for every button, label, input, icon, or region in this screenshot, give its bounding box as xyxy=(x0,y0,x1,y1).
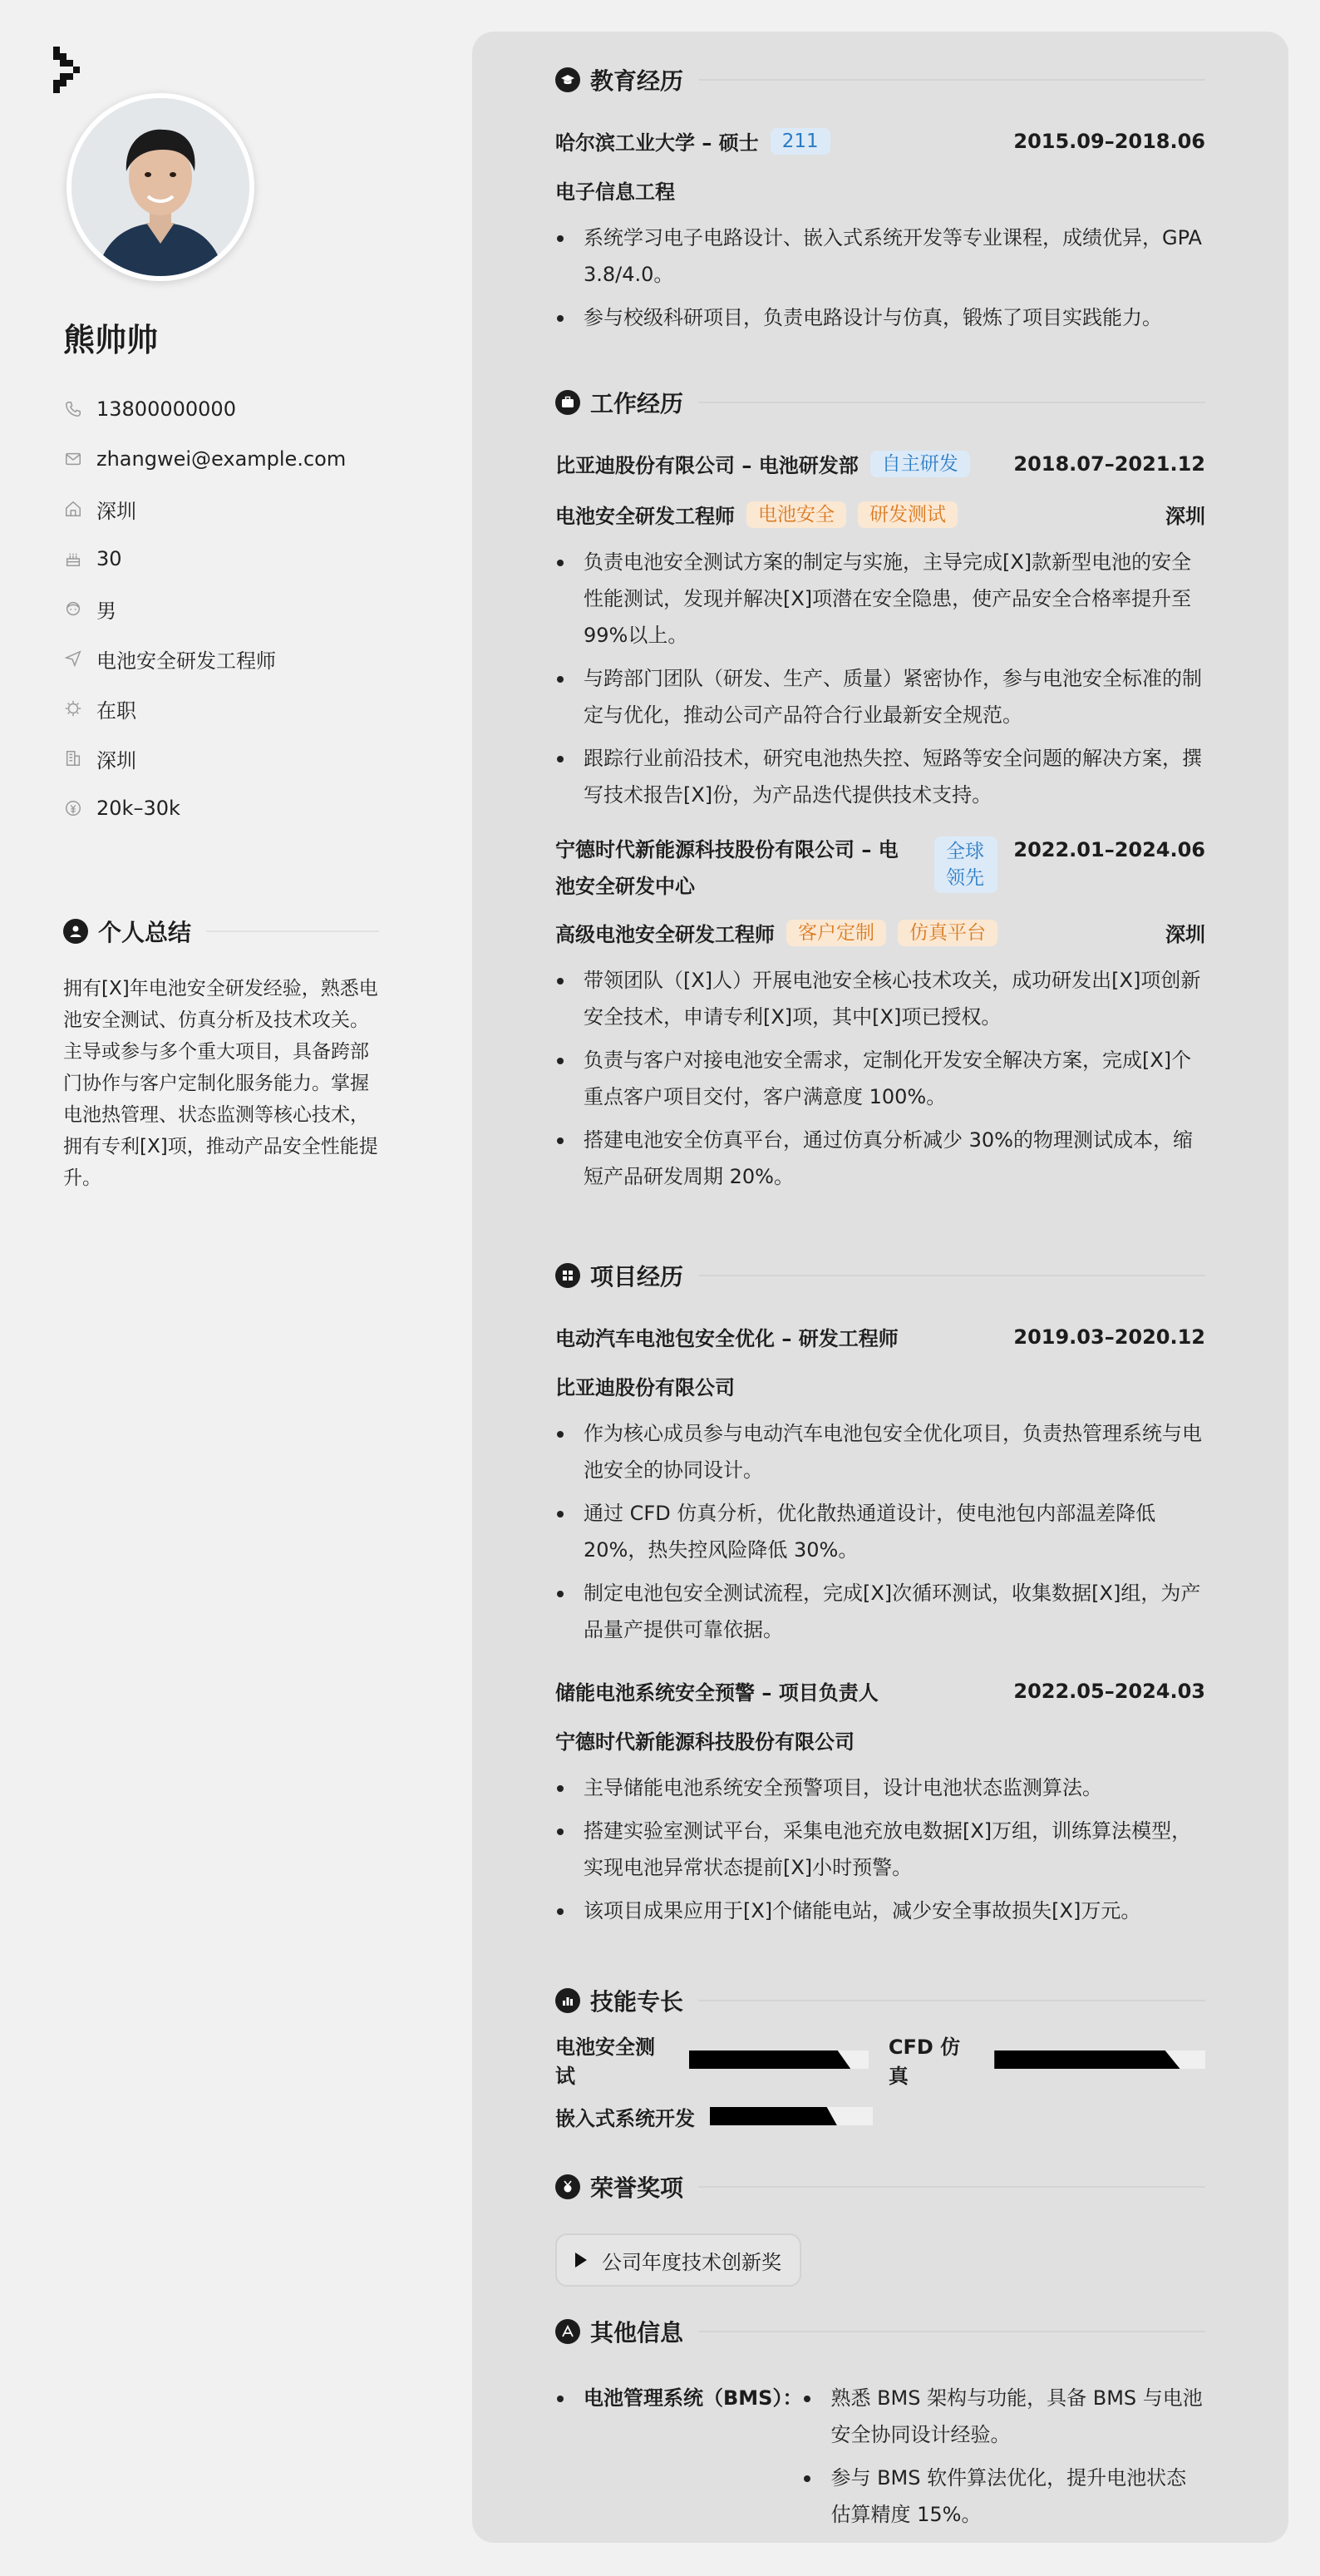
work-city-text: 深圳 xyxy=(96,748,136,772)
info-status xyxy=(63,683,346,733)
project-name: 电动汽车电池包安全优化 – 研发工程师 xyxy=(555,1327,899,1350)
list-item: 搭建电池安全仿真平台，通过仿真分析减少 30%的物理测试成本，缩短产品研发周期 20%。 xyxy=(555,1122,1205,1195)
salary-icon xyxy=(63,798,83,818)
list-item: 制定电池包安全测试流程，完成[X]次循环测试，收集数据[X]组，为产品量产提供可靠依据。 xyxy=(555,1575,1205,1648)
list-item: 带领团队（[X]人）开展电池安全核心技术攻关，成功研发出[X]项创新安全技术，申请专利[X]项，其中[X]项已授权。 xyxy=(555,962,1205,1035)
divider xyxy=(698,402,1205,403)
divider xyxy=(698,79,1205,81)
gender-icon xyxy=(63,599,83,619)
summary-text: 拥有[X]年电池安全研发经验，熟悉电池安全测试、仿真分析及技术攻关。主导或参与多个重大项目，具备跨部门协作与客户定制化服务能力。掌握电池热管理、状态监测等核心技术，拥有专利[X]项，推动产品安全性能提升。 xyxy=(63,978,378,1189)
list-item: 负责电池安全测试方案的制定与实施，主导完成[X]款新型电池的安全性能测试，发现并解决[X]项潜在安全隐患，使产品安全合格率提升至99%以上。 xyxy=(555,544,1205,654)
project-name: 储能电池系统安全预警 – 项目负责人 xyxy=(555,1681,879,1705)
education-section xyxy=(555,62,1205,343)
list-item: 通过 CFD 仿真分析，优化散热通道设计，使电池包内部温差降低 20%，热失控风险降低 30%。 xyxy=(555,1495,1205,1568)
company-tag: 全球领先 xyxy=(934,836,997,893)
info-work-city xyxy=(63,733,346,783)
grid-icon xyxy=(555,1263,580,1288)
skill-bar-fill xyxy=(994,2050,1180,2069)
bar-chart-icon xyxy=(555,1988,580,2013)
user-icon xyxy=(63,919,88,944)
divider xyxy=(698,1275,1205,1276)
role-tag: 研发测试 xyxy=(858,501,958,528)
skill-name: 嵌入式系统开发 xyxy=(555,2106,695,2130)
info-city xyxy=(63,484,346,534)
job-bullets xyxy=(555,544,1205,813)
award-item[interactable] xyxy=(555,2233,801,2287)
job-location: 深圳 xyxy=(1165,923,1205,946)
candidate-name: 熊帅帅 xyxy=(63,322,159,358)
awards-title: 荣誉奖项 xyxy=(590,2174,684,2202)
projects-heading xyxy=(555,1257,1205,1294)
job-date: 2022.01–2024.06 xyxy=(1013,838,1205,861)
info-gender xyxy=(63,584,346,634)
skills-title: 技能专长 xyxy=(590,1988,684,2016)
portrait-image xyxy=(71,98,249,276)
other-heading xyxy=(555,2313,1205,2350)
job-role: 高级电池安全研发工程师 xyxy=(555,923,775,946)
position-text: 电池安全研发工程师 xyxy=(96,649,276,673)
project-bullets xyxy=(555,1769,1205,1929)
divider xyxy=(206,930,379,932)
education-date: 2015.09–2018.06 xyxy=(1013,129,1205,153)
other-item xyxy=(555,2380,1205,2539)
project-bullets xyxy=(555,1415,1205,1648)
list-item: 参与校级科研项目，负责电路设计与仿真，锻炼了项目实践能力。 xyxy=(555,299,1205,336)
project-date: 2019.03–2020.12 xyxy=(1013,1325,1205,1349)
skill-bar xyxy=(994,2050,1205,2069)
role-tag: 电池安全 xyxy=(746,501,846,528)
divider xyxy=(698,2000,1205,2001)
other-section xyxy=(555,2313,1205,2539)
skill-name: CFD 仿真 xyxy=(888,2036,961,2088)
send-icon xyxy=(63,649,83,669)
job-entry xyxy=(555,449,1205,813)
skills-heading xyxy=(555,1982,1205,2019)
medal-icon xyxy=(555,2174,580,2199)
status-icon xyxy=(63,698,83,718)
project-company: 宁德时代新能源科技股份有限公司 xyxy=(555,1730,855,1754)
divider xyxy=(698,2331,1205,2332)
phone-icon xyxy=(63,399,83,419)
job-role: 电池安全研发工程师 xyxy=(555,505,735,528)
home-icon xyxy=(63,499,83,519)
sidebar xyxy=(0,0,449,2576)
education-row xyxy=(555,126,1205,155)
list-item: 跟踪行业前沿技术，研究电池热失控、短路等安全问题的解决方案，撰写技术报告[X]份，为产品迭代提供技术支持。 xyxy=(555,740,1205,813)
awards-heading xyxy=(555,2169,1205,2205)
school-name: 哈尔滨工业大学 – 硕士 xyxy=(555,131,759,155)
list-item: 搭建实验室测试平台，采集电池充放电数据[X]万组，训练算法模型，实现电池异常状态提前[X]小时预警。 xyxy=(555,1813,1205,1886)
cake-icon xyxy=(63,549,83,569)
skill-name: 电池安全测试 xyxy=(555,2036,655,2088)
work-title: 工作经历 xyxy=(590,390,684,417)
other-label: 电池管理系统（BMS）： xyxy=(555,2380,802,2539)
summary-heading xyxy=(63,915,379,948)
info-target-position xyxy=(63,634,346,683)
major: 电子信息工程 xyxy=(555,180,675,204)
projects-title: 项目经历 xyxy=(590,1263,684,1290)
skill-item xyxy=(888,2036,1205,2088)
education-bullets xyxy=(555,220,1205,336)
briefcase-icon xyxy=(555,390,580,415)
person-info-icon xyxy=(555,2319,580,2344)
divider xyxy=(698,2186,1205,2188)
info-age xyxy=(63,534,346,584)
skill-bar-fill xyxy=(710,2107,837,2125)
skill-bar-fill xyxy=(689,2050,851,2069)
company-name: 比亚迪股份有限公司 – 电池研发部 xyxy=(555,454,859,477)
company-tag: 自主研发 xyxy=(870,451,970,477)
role-tag: 客户定制 xyxy=(786,920,886,946)
phone-text: 13800000000 xyxy=(96,397,236,421)
contact-info-list xyxy=(63,384,346,833)
info-phone xyxy=(63,384,346,434)
skill-item xyxy=(555,2036,869,2088)
status-text: 在职 xyxy=(96,698,136,723)
logo-icon xyxy=(53,47,86,100)
list-item: 系统学习电子电路设计、嵌入式系统开发等专业课程，成绩优异，GPA 3.8/4.0。 xyxy=(555,220,1205,293)
list-item: 该项目成果应用于[X]个储能电站，减少安全事故损失[X]万元。 xyxy=(555,1893,1205,1929)
avatar xyxy=(66,93,254,281)
project-entry xyxy=(555,1676,1205,1929)
other-title: 其他信息 xyxy=(590,2319,684,2347)
role-tag: 仿真平台 xyxy=(898,920,997,946)
projects-section xyxy=(555,1257,1205,1936)
job-location: 深圳 xyxy=(1165,505,1205,528)
list-item: 参与 BMS 软件算法优化，提升电池状态估算精度 15%。 xyxy=(802,2460,1205,2533)
job-bullets xyxy=(555,962,1205,1195)
play-icon xyxy=(575,2253,587,2268)
skill-bar xyxy=(689,2050,869,2069)
city-text: 深圳 xyxy=(96,499,136,523)
salary-text: 20k–30k xyxy=(96,797,180,820)
list-item: 熟悉 BMS 架构与功能，具备 BMS 与电池安全协同设计经验。 xyxy=(802,2380,1205,2453)
summary-title: 个人总结 xyxy=(98,919,192,946)
work-heading xyxy=(555,384,1205,421)
job-entry xyxy=(555,832,1205,1195)
age-text: 30 xyxy=(96,547,122,570)
company-name: 宁德时代新能源科技股份有限公司 – 电池安全研发中心 xyxy=(555,838,899,898)
other-bullets xyxy=(802,2380,1205,2539)
skills-section xyxy=(555,1982,1205,2159)
work-section xyxy=(555,384,1205,1202)
mail-icon xyxy=(63,449,83,469)
info-salary xyxy=(63,783,346,833)
main-panel xyxy=(472,32,1288,2543)
awards-section xyxy=(555,2169,1205,2287)
email-text: zhangwei@example.com xyxy=(96,447,347,471)
skill-item xyxy=(555,2102,1205,2130)
building-icon xyxy=(63,748,83,768)
award-name: 公司年度技术创新奖 xyxy=(602,2250,781,2274)
project-date: 2022.05–2024.03 xyxy=(1013,1679,1205,1703)
skill-bar xyxy=(710,2107,873,2125)
education-heading xyxy=(555,62,1205,98)
education-title: 教育经历 xyxy=(590,67,684,95)
job-date: 2018.07–2021.12 xyxy=(1013,452,1205,476)
list-item: 负责与客户对接电池安全需求，定制化开发安全解决方案，完成[X]个重点客户项目交付，客户满意度 100%。 xyxy=(555,1042,1205,1115)
list-item: 作为核心成员参与电动汽车电池包安全优化项目，负责热管理系统与电池安全的协同设计。 xyxy=(555,1415,1205,1488)
gender-text: 男 xyxy=(96,599,116,623)
list-item: 主导储能电池系统安全预警项目，设计电池状态监测算法。 xyxy=(555,1769,1205,1806)
project-entry xyxy=(555,1322,1205,1648)
list-item: 与跨部门团队（研发、生产、质量）紧密协作，参与电池安全标准的制定与优化，推动公司产品符合行业最新安全规范。 xyxy=(555,660,1205,733)
info-email xyxy=(63,434,346,484)
project-company: 比亚迪股份有限公司 xyxy=(555,1376,735,1399)
school-tag: 211 xyxy=(771,128,830,155)
graduation-cap-icon xyxy=(555,67,580,92)
